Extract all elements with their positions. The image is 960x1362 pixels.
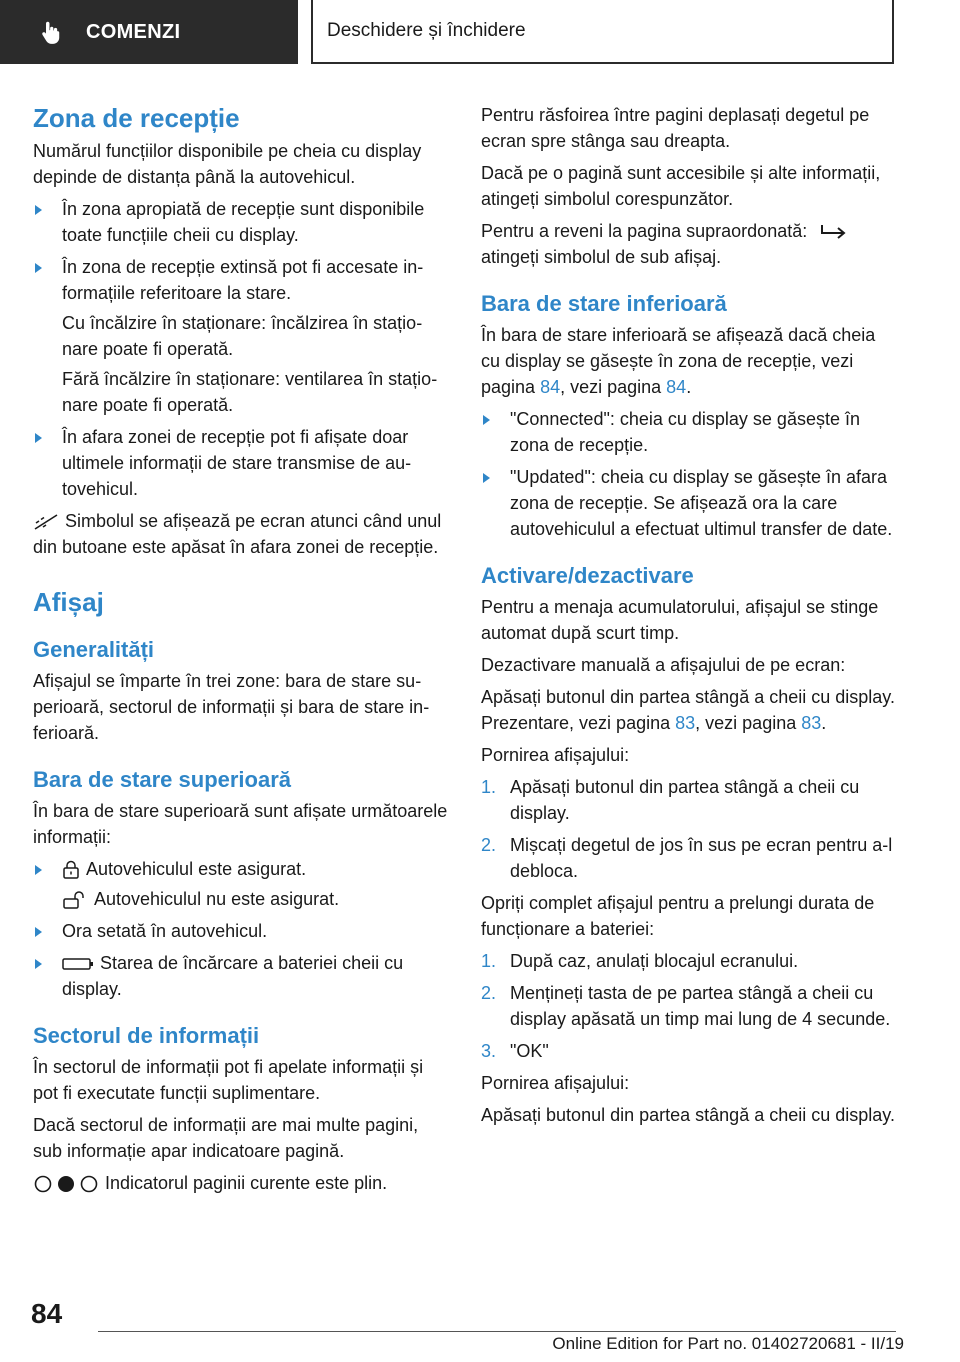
page-number: 84 [31,1298,63,1329]
chapter-tab[interactable] [0,0,298,64]
paragraph: Apăsați butonul din partea stângă a cheii cu display. [481,1105,895,1125]
list-item-subtext: Fără încălzire în staționare: ventilarea în staționare poate fi operată. [62,369,438,415]
paragraph-signal [33,508,451,560]
numbered-list [481,948,899,1064]
numbered-list [481,774,899,884]
page-link-83[interactable]: 83 [675,713,696,733]
back-arrow-icon [818,223,848,241]
paragraph [481,684,899,736]
list-item-text: Autovehiculul este asigurat. [86,859,307,879]
paragraph: În bara de stare superioară sunt afișate următoarele informații: [33,801,448,847]
paragraph: Pornirea afișajului: [481,1073,630,1093]
list-item [33,196,451,248]
heading-afisaj: Afișaj [33,587,104,617]
paragraph: Numărul funcțiilor disponibile pe cheia cu display depinde de distanța până la autovehicul. [33,141,422,187]
right-column [481,102,899,1134]
bullet-list [33,856,451,1002]
back-text-2: atingeți simbolul de sub afișaj. [481,247,722,267]
page-link-84-2[interactable]: 84 [666,377,687,397]
list-item-text: "Connected": cheia cu display se găsește în zona de recepție. [510,409,860,455]
list-item [481,774,899,826]
list-item [33,918,451,944]
heading-generalitati: Generalități [33,637,155,662]
step-text: "OK" [510,1041,549,1061]
text: , vezi pagina [695,713,802,733]
list-item-subtext-text: Autovehiculul nu este asigurat. [94,889,340,909]
heading-activare: Activare/dezactivare [481,563,694,588]
list-item-text: În afara zonei de recepție pot fi afișate doar ultimele informații de stare transmise de autovehicul. [62,427,412,499]
signal-icon [33,514,59,530]
step-number: 2. [481,983,497,1003]
paragraph-dots [33,1170,451,1196]
step-text: Mențineți tasta de pe partea stângă a cheii cu display apăsată un timp mai lung de 4 secunde. [510,983,891,1029]
signal-text: Simbolul se afișează pe ecran atunci când unul din butoane este apăsat în afara zonei de recepție. [33,511,442,557]
list-item-text: Ora setată în autovehicul. [62,921,268,941]
footer-edition: Online Edition for Part no. 01402720681 - II/19 [552,1334,904,1353]
lock-open-icon [62,890,88,910]
text: . [821,713,827,733]
heading-bara-superioara: Bara de stare superioară [33,767,292,792]
heading-bara-inferioara: Bara de stare inferioară [481,291,727,316]
list-item-text: În zona de recepție extinsă pot fi accesate informațiile referitoare la stare. [62,257,424,303]
paragraph: Pentru răsfoirea între pagini deplasați degetul pe ecran spre stânga sau dreapta. [481,105,870,151]
paragraph: Pentru a menaja acumulatorului, afișajul se stinge automat după scurt timp. [481,597,879,643]
list-item-text: "Updated": cheia cu display se găsește în afara zona de recepție. Se afișează ora la care autovehiculul a efectuat ultimul transfer de date. [510,467,893,539]
paragraph: Opriți complet afișajul pentru a prelungi durata de funcționare a bateriei: [481,893,875,939]
list-item [33,950,451,1002]
page-link-84[interactable]: 84 [540,377,561,397]
step-number: 2. [481,835,497,855]
text: Apăsați butonul din partea stângă a cheii cu display. Prezentare, vezi pagina [481,687,895,733]
list-item [481,1038,899,1064]
left-column [33,102,451,1202]
bullet-list [481,406,899,542]
paragraph [481,322,899,400]
heading-zona-receptie: Zona de recepție [33,103,240,133]
hand-pointer-icon [38,19,64,45]
paragraph: Dacă sectorul de informații are mai multe pagini, sub informație apar indicatoare pagină. [33,1115,419,1161]
paragraph: În sectorul de informații pot fi apelate informații și pot fi executate funcții suplimentare. [33,1057,424,1103]
step-text: După caz, anulați blocajul ecranului. [510,951,799,971]
step-text: Mișcați degetul de jos în sus pe ecran pentru a-l debloca. [510,835,893,881]
list-item [481,948,899,974]
breadcrumb[interactable] [311,0,894,64]
step-number: 1. [481,777,497,797]
list-item [33,424,451,502]
paragraph: Dacă pe o pagină sunt accesibile și alte informații, atingeți simbolul corespunzător. [481,163,881,209]
paragraph: Afișajul se împarte în trei zone: bara de stare superioară, sectorul de informații și bara de stare inferioară. [33,671,430,743]
paragraph: Pornirea afișajului: [481,745,630,765]
step-text: Apăsați butonul din partea stângă a cheii cu display. [510,777,860,823]
paragraph-back [481,218,899,270]
text: În bara de stare inferioară se afișează dacă cheia cu display se găsește în zona de recepție, vezi pagina [481,325,876,397]
page-link-83-2[interactable]: 83 [801,713,822,733]
page-dots-icon [33,1174,99,1194]
list-item [481,832,899,884]
list-item [33,254,451,418]
heading-sectorul-informatii: Sectorul de informații [33,1023,260,1048]
list-item-subtext [62,886,451,912]
text: . [686,377,692,397]
list-item [481,980,899,1032]
footer-divider [98,1331,896,1332]
list-item [33,856,451,912]
list-item [481,406,899,458]
list-item-text: Starea de încărcare a bateriei cheii cu display. [62,953,404,999]
back-text: Pentru a reveni la pagina supraordonată: [481,221,808,241]
dots-text: Indicatorul paginii curente este plin. [105,1173,388,1193]
list-item-text: În zona apropiată de recepție sunt disponibile toate funcțiile cheii cu display. [62,199,425,245]
lock-closed-icon [62,860,80,880]
step-number: 1. [481,951,497,971]
battery-icon [62,957,94,971]
list-item-subtext: Cu încălzire în staționare: încălzirea în staționare poate fi operată. [62,313,423,359]
paragraph: Dezactivare manuală a afișajului de pe ecran: [481,655,846,675]
bullet-list [33,196,451,502]
text: , vezi pagina [560,377,667,397]
chapter-tab-label: COMENZI [86,20,181,43]
list-item [481,464,899,542]
breadcrumb-label: Deschidere și închidere [327,20,526,41]
step-number: 3. [481,1041,497,1061]
